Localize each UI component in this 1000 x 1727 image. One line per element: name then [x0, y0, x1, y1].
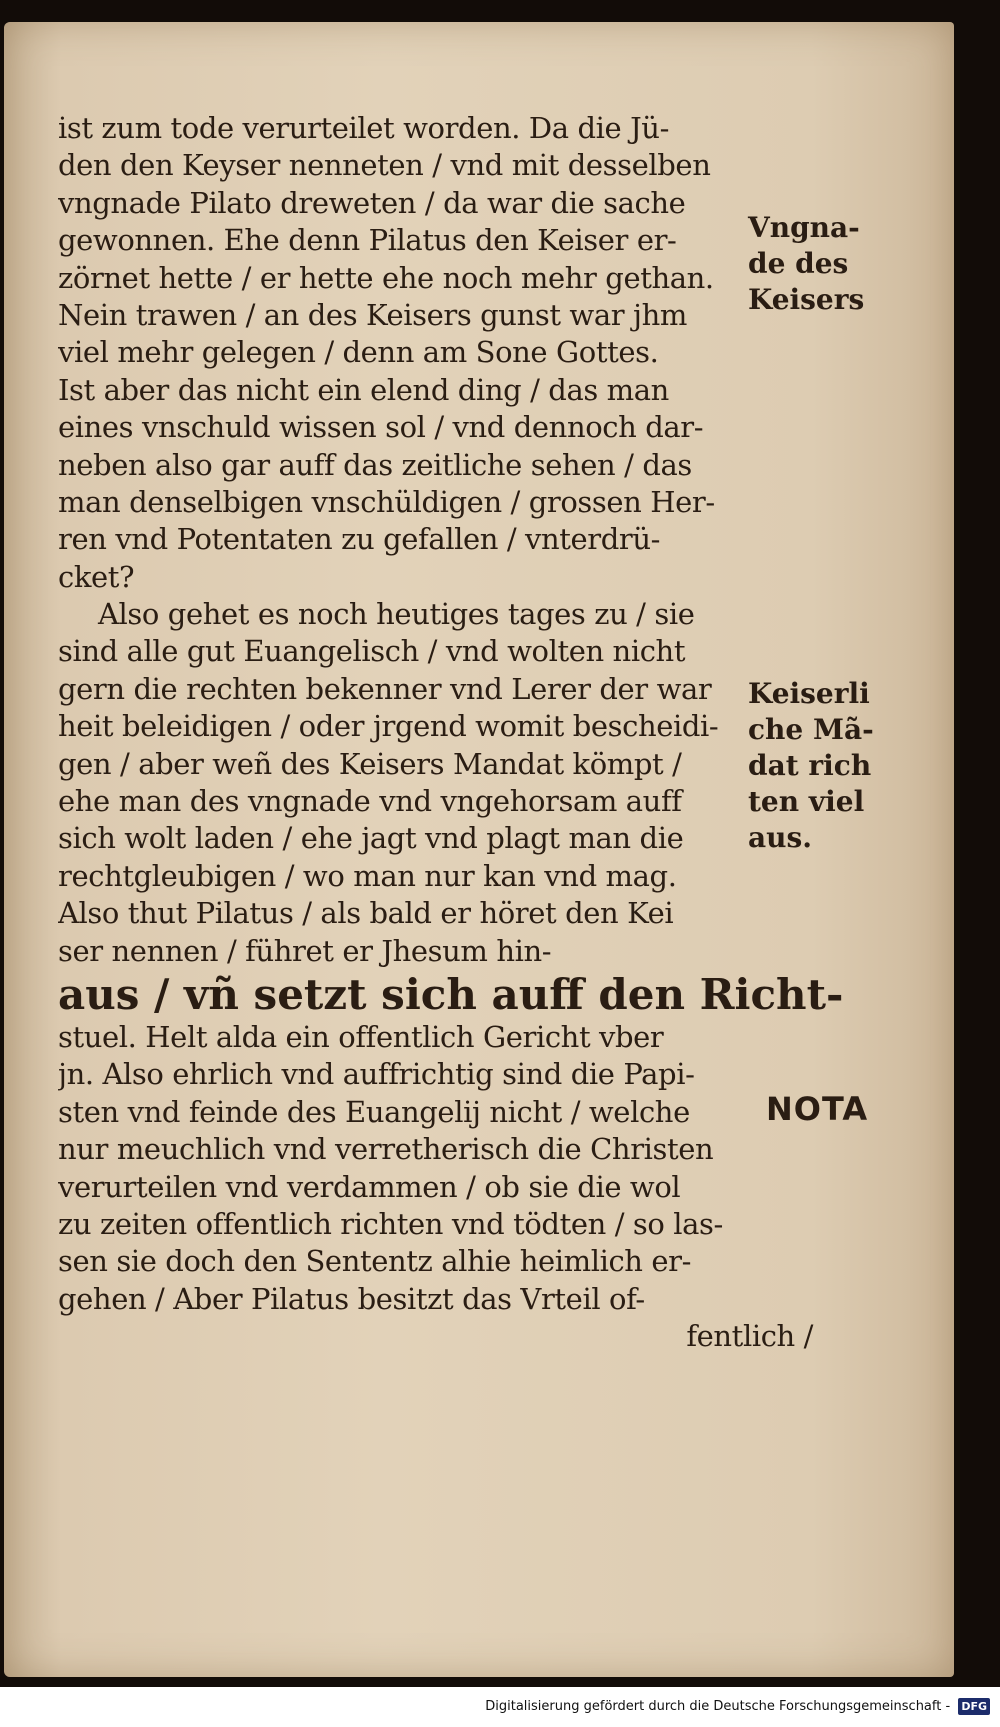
margin-note-line: Keisers [748, 283, 865, 316]
text-line: ehe man des vngnade vnd vngehorsam auff [58, 784, 682, 819]
margin-nota: NOTA [766, 1090, 869, 1128]
text-line: neben also gar auff das zeitliche sehen / das [58, 447, 692, 482]
text-line: gen / aber weñ des Keisers Mandat kömpt / [58, 746, 682, 781]
margin-note-line: dat rich [748, 749, 872, 782]
body-text [58, 110, 858, 1356]
text-line: fentlich / [686, 1319, 813, 1354]
text-line: eines vnschuld wissen sol / vnd dennoch dar- [58, 410, 704, 445]
text-line: gehen / Aber Pilatus besitzt das Vrteil of- [58, 1281, 645, 1316]
margin-note-line: che Mã- [748, 713, 874, 746]
text-line: zu zeiten offentlich richten vnd tödten / so las- [58, 1206, 723, 1241]
text-line: Also gehet es noch heutiges tages zu / sie [98, 597, 695, 632]
text-line: viel mehr gelegen / denn am Sone Gottes. [58, 335, 659, 370]
text-line: Also thut Pilatus / als bald er höret den Kei [58, 896, 674, 931]
text-line: gern die rechten bekenner vnd Lerer der war [58, 671, 712, 706]
text-line: den den Keyser nenneten / vnd mit desselben [58, 148, 711, 183]
text-line: vngnade Pilato dreweten / da war die sache [58, 185, 686, 220]
text-line: gewonnen. Ehe denn Pilatus den Keiser er- [58, 223, 677, 258]
text-line: sen sie doch den Sententz alhie heimlich er- [58, 1244, 692, 1279]
text-line: zörnet hette / er hette ehe noch mehr gethan. [58, 260, 714, 295]
text-line: Nein trawen / an des Keisers gunst war jhm [58, 297, 687, 332]
margin-note-line: Keiserli [748, 677, 870, 710]
text-line: sten vnd feinde des Euangelij nicht / welche [58, 1094, 690, 1129]
text-line: ser nennen / führet er Jhesum hin- [58, 933, 552, 968]
text-line: jn. Also ehrlich vnd auffrichtig sind die Papi- [58, 1057, 695, 1092]
text-line: nur meuchlich vnd verretherisch die Christen [58, 1132, 714, 1167]
text-line: Ist aber das nicht ein elend ding / das man [58, 372, 669, 407]
margin-note-mandat [748, 676, 908, 856]
text-line: ren vnd Potentaten zu gefallen / vnterdrü- [58, 522, 661, 557]
text-line: cket? [58, 559, 135, 594]
dfg-logo-icon: DFG [958, 1698, 990, 1715]
book-page [4, 22, 954, 1677]
margin-note-line: ten viel [748, 785, 865, 818]
text-line: verurteilen vnd verdammen / ob sie die wol [58, 1169, 681, 1204]
text-line: sind alle gut Euangelisch / vnd wolten nicht [58, 634, 686, 669]
margin-note-line: de des [748, 247, 849, 280]
margin-note-line: aus. [748, 821, 813, 854]
footer-credit: Digitalisierung gefördert durch die Deutsche Forschungsgemeinschaft - [485, 1699, 951, 1714]
text-line: rechtgleubigen / wo man nur kan vnd mag. [58, 858, 677, 893]
text-line: sich wolt laden / ehe jagt vnd plagt man die [58, 821, 684, 856]
margin-note-vngnade [748, 210, 908, 318]
text-line: heit beleidigen / oder jrgend womit bescheidi- [58, 709, 719, 744]
margin-note-line: Vngna- [748, 211, 860, 244]
text-line: man denselbigen vnschüldigen / grossen Her- [58, 484, 715, 519]
text-line: ist zum tode verurteilet worden. Da die Jü- [58, 111, 669, 145]
text-line-large: aus / vñ setzt sich auff den Richt- [58, 969, 844, 1019]
digitization-footer [0, 1687, 1000, 1727]
text-line: stuel. Helt alda ein offentlich Gericht vber [58, 1019, 664, 1054]
